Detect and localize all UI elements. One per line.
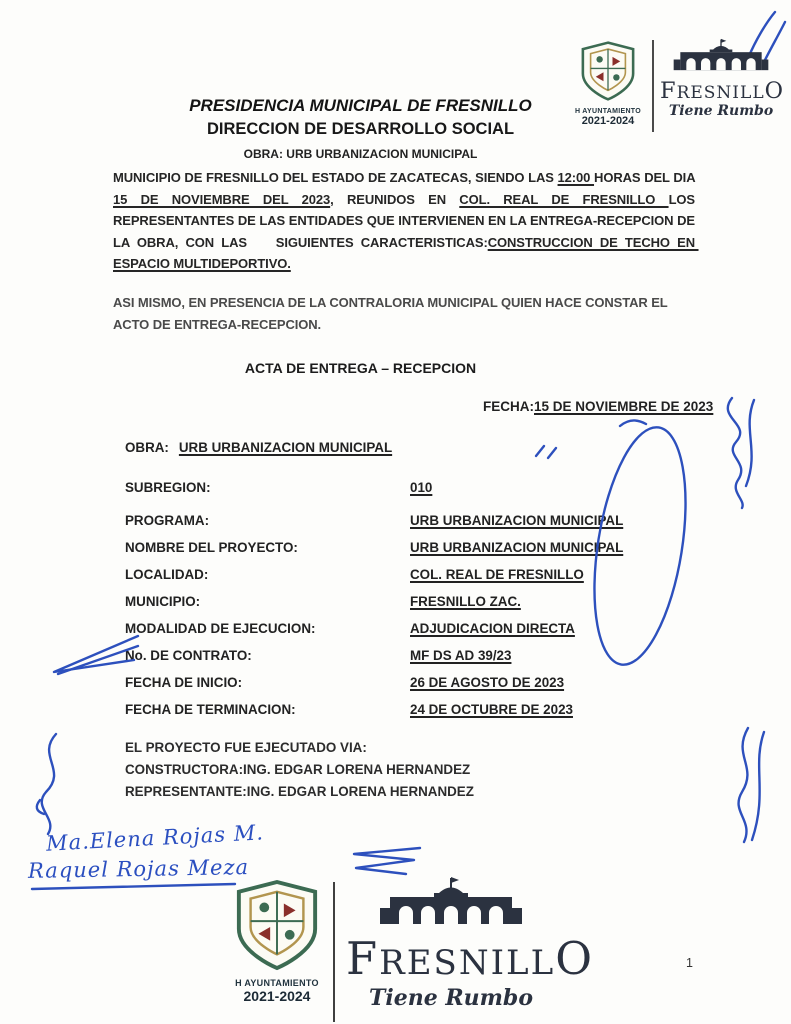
footer-ayuntamiento-crest [222,878,332,1004]
field-row-fecha-inicio [125,675,707,691]
signature-scrawl-left-lower [20,730,82,840]
wordmark-letter: O [555,932,594,985]
paragraph-segment-underlined: CONSTRUCCION DE TECHO EN ESPACIO MULTIDEPORTIVO. [113,234,699,271]
constructora-label: CONSTRUCTORA: [125,762,244,777]
paragraph-segment: , REUNIDOS EN [330,191,460,207]
paragraph-segment-underlined: COL. REAL DE FRESNILLO [459,191,669,207]
field-value: URB URBANIZACION MUNICIPAL [178,440,393,455]
opening-paragraph [113,167,699,275]
footer-fresnillo-logo [346,876,594,1011]
field-row-fecha-terminacion [125,702,707,718]
field-value: FRESNILLO ZAC. [410,594,521,609]
field-value: COL. REAL DE FRESNILLO [410,567,584,582]
paragraph-segment-underlined: 12:00 [557,170,595,185]
field-value: 010 [410,480,433,495]
fecha-line [483,399,713,414]
document-title: PRESIDENCIA MUNICIPAL DE FRESNILLO [189,96,532,115]
fresnillo-building-icon [671,38,771,73]
field-label: PROGRAMA: [125,513,210,528]
crest-shield-icon [233,878,321,972]
handwritten-name-1: Ma.Elena Rojas M. [45,820,265,856]
crest-label: H AYUNTAMIENTO [574,108,642,115]
representante-label: REPRESENTANTE: [125,784,247,799]
acta-title: ACTA DE ENTREGA – RECEPCION [244,360,477,376]
representante-value: ING. EDGAR LORENA HERNANDEZ [246,784,474,799]
wordmark-letter: F [660,78,677,104]
field-value: ADJUDICACION DIRECTA [410,621,575,636]
executor-block [125,737,474,803]
document-subtitle: DIRECCION DE DESARROLLO SOCIAL [206,120,515,138]
field-label: FECHA DE TERMINACION: [125,702,296,717]
field-row-modalidad [125,621,707,637]
contraloria-paragraph: ASI MISMO, EN PRESENCIA DE LA CONTRALORIA MUNICIPAL QUIEN HACE CONSTAR EL ACTO DE ENTREGA-RECEPCION. [113,295,668,332]
handwritten-name-2: Raquel Rojas Meza [27,855,250,883]
paragraph-segment: HORAS DEL DIA [594,170,699,185]
crest-years: 2021-2024 [243,988,311,1004]
field-label: NOMBRE DEL PROYECTO: [125,540,298,555]
crest-shield-icon [579,40,637,102]
wordmark-letter: O [764,78,785,104]
fresnillo-tagline: Tiene Rumbo [369,984,533,1011]
fresnillo-tagline: Tiene Rumbo [668,103,774,120]
paragraph-segment: MUNICIPIO DE FRESNILLO DEL ESTADO DE ZACATECAS, SIENDO LAS [113,170,558,185]
field-label: FECHA DE INICIO: [125,675,243,690]
field-row-municipio [125,594,707,610]
field-label: MODALIDAD DE EJECUCION: [125,621,316,636]
field-label: SUBREGION: [125,480,211,495]
field-value: 26 DE AGOSTO DE 2023 [410,675,565,690]
field-row-obra [125,440,707,456]
fecha-label: FECHA: [483,399,534,414]
handwritten-underline [30,882,240,892]
field-value: URB URBANIZACION MUNICIPAL [410,513,624,528]
logo-divider [652,40,654,132]
crest-years: 2021-2024 [581,115,635,127]
field-label: MUNICIPIO: [125,594,201,609]
fresnillo-building-icon [376,876,526,928]
field-row-programa [125,513,707,529]
field-value: 24 DE OCTUBRE DE 2023 [410,702,573,717]
fecha-value: 15 DE NOVIEMBRE DE 2023 [534,399,714,414]
field-row-contrato [125,648,707,664]
logo-divider [333,882,335,1022]
page-number: 1 [686,956,693,970]
fresnillo-wordmark [346,932,594,985]
field-row-nombre-proyecto [125,540,707,556]
constructora-line [125,759,474,781]
signature-scrawl-right-lower [714,722,776,847]
representante-line [125,781,474,803]
field-label: LOCALIDAD: [125,567,209,582]
wordmark-letters: RESNILL [379,943,556,983]
field-value: URB URBANIZACION MUNICIPAL [410,540,624,555]
field-label: OBRA: [125,440,169,455]
field-row-localidad [125,567,707,583]
constructora-value: ING. EDGAR LORENA HERNANDEZ [243,762,471,777]
wordmark-letters: RESNILL [676,83,765,103]
project-fields [125,440,707,729]
obra-header-line: OBRA: URB URBANIZACION MUNICIPAL [243,147,478,161]
header-logos [568,38,785,132]
executor-intro: EL PROYECTO FUE EJECUTADO VIA: [125,740,367,755]
paragraph-segment-underlined: 15 DE NOVIEMBRE DEL 2023 [113,191,331,207]
field-value: MF DS AD 39/23 [410,648,512,663]
wordmark-letter: F [346,932,380,985]
field-row-subregion [125,480,707,496]
paragraph-segment: LOS REPRESENTANTES DE LAS ENTIDADES QUE INTERVIENEN EN LA ENTREGA-RECEPCION DE LA OBRA, CON LAS SIGUIENTES CARACTERISTICAS: [113,191,699,250]
field-label: No. DE CONTRATO: [125,648,252,663]
crest-label: H AYUNTAMIENTO [235,978,319,988]
